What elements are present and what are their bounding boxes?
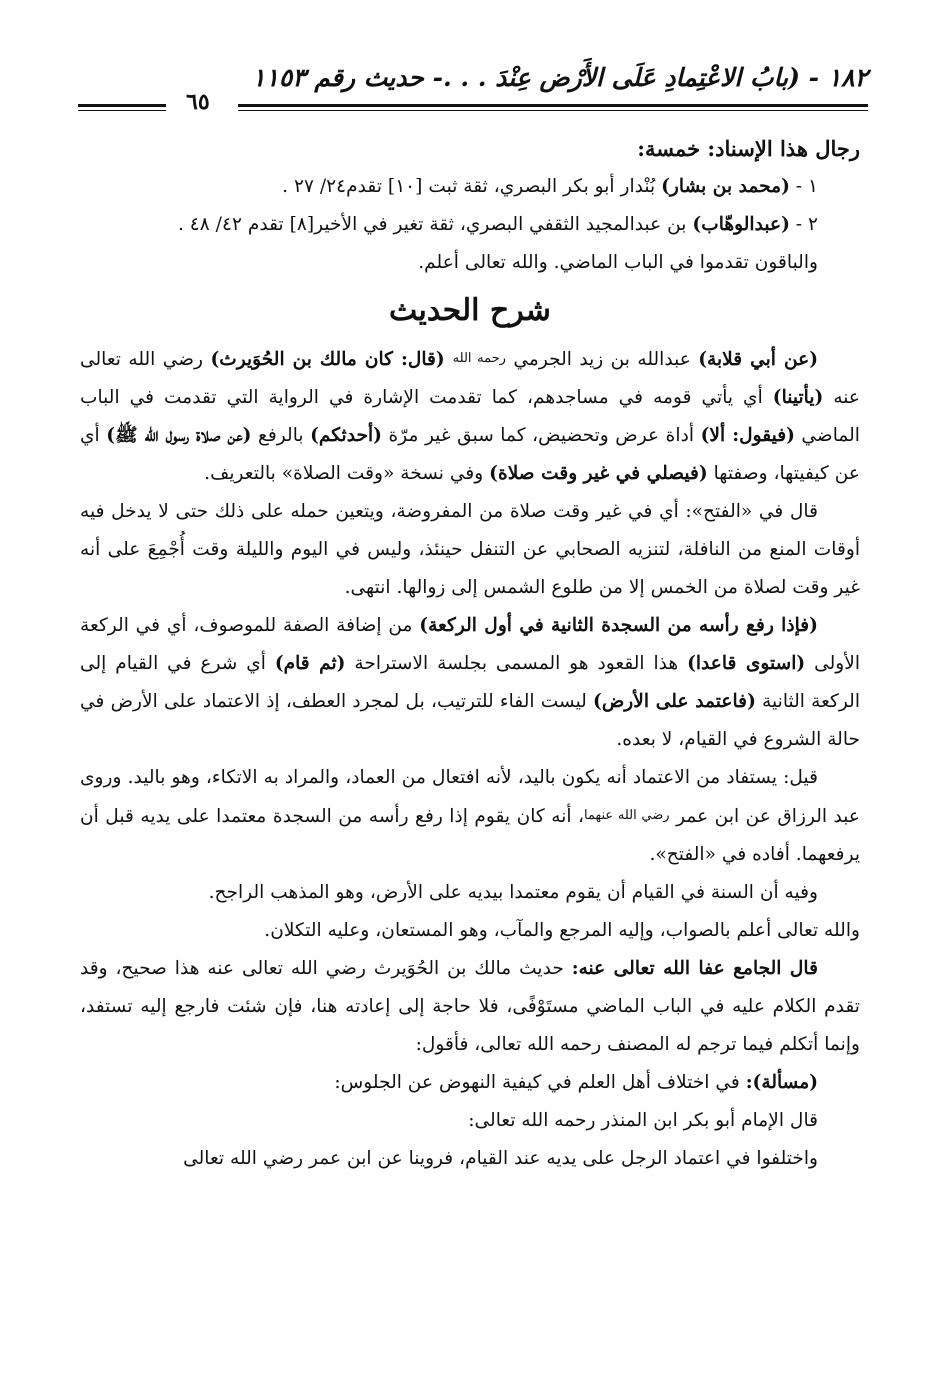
sharh-paragraph-7	[80, 1064, 860, 1102]
narrators-heading: رجال هذا الإسناد: خمسة:	[637, 136, 860, 161]
sharh-paragraph-2: قال في «الفتح»: أي في غير وقت صلاة من المفروضة، ويتعين حمله على ذلك حتى لا يدخل فيه أوقات المنع من النافلة، لتنزيه الصحابي عن التنفل حينئذ، وليس في اليوم والليلة وقت أُجْمِعَ على أنه غير وقت لصلاة من الخمس إلا من طلوع الشمس إلى زوالها. انتهى.	[80, 501, 860, 598]
quote-salat: (عن صلاة رسول الله	[137, 425, 252, 446]
honorific-mark: رحمه الله	[452, 351, 506, 366]
quote-itamada: (فاعتمد على الأرض)	[593, 691, 756, 712]
sharh-paragraph-3	[80, 607, 860, 759]
sharh-paragraph-6	[80, 950, 860, 1064]
header-rule	[238, 104, 868, 107]
quote-uhaddithukum: (أحدثكم)	[310, 425, 382, 446]
section-title: شرح الحديث	[389, 293, 551, 328]
honorific-mark: رضي الله عنهما	[584, 808, 670, 823]
sharh-paragraph-5b: والله تعالى أعلم بالصواب، وإليه المرجع والمآب، وهو المستعان، وعليه التكلان.	[264, 920, 860, 941]
narrator-2-number: ٢ -	[795, 214, 818, 235]
text: أداة عرض وتحضيض، كما سبق غير مرّة	[381, 425, 701, 446]
quote-fayaqul: (فيقول: ألا)	[700, 425, 795, 446]
narrator-2	[80, 206, 860, 244]
quote-istawa: (استوى قاعدا)	[687, 653, 806, 674]
text: هذا القعود هو المسمى بجلسة الاستراحة	[345, 653, 688, 674]
page-number: ٦٥	[186, 89, 210, 115]
text: في اختلاف أهل العلم في كيفية النهوض عن الجلوس:	[334, 1072, 746, 1093]
text: رضي الله تعالى عنه	[80, 349, 860, 408]
header-rule-thin	[238, 110, 868, 111]
text: ، أنه كان يقوم إذا رفع رأسه من السجدة معتمدا على يديه قبل أن يرفعهما. أفاده في «الفتح».	[80, 806, 860, 865]
page-body	[80, 130, 860, 1178]
narrator-2-text: بن عبدالمجيد الثقفي البصري، ثقة تغير في الأخير[٨] تقدم ٤٢/ ٤٨ .	[177, 214, 687, 235]
text: عبدالله بن زيد الجرمي	[505, 349, 699, 370]
jami-note-label: قال الجامع عفا الله تعالى عنه:	[571, 958, 818, 979]
sharh-paragraph-9: واختلفوا في اعتماد الرجل على يديه عند القيام، فروينا عن ابن عمر رضي الله تعالى	[183, 1148, 818, 1169]
text: بالرفع	[251, 425, 311, 446]
quote-abi-qilaba: (عن أبي قلابة)	[698, 349, 818, 370]
narrator-1-number: ١ -	[795, 176, 818, 197]
narrator-1-text: بُنْدار أبو بكر البصري، ثقة ثبت [١٠] تقدم٢٤/ ٢٧ .	[282, 176, 656, 197]
text: أي عن كيفيتها، وصفتها	[80, 425, 860, 484]
page-number-rule-thin	[78, 110, 166, 111]
running-header	[78, 60, 868, 122]
masala-label: (مسألة):	[745, 1072, 818, 1093]
page-number-rule	[78, 104, 166, 107]
narrator-2-name: (عبدالوهّاب)	[692, 214, 790, 235]
quote-thumma-qam: (ثم قام)	[274, 653, 346, 674]
sharh-paragraph-8: قال الإمام أبو بكر ابن المنذر رحمه الله تعالى:	[468, 1110, 818, 1131]
text: قيل: يستفاد من الاعتماد أنه يكون باليد، لأنه افتعال من العماد، والمراد به الاتكاء، وهو باليد. وروى عبد الرزاق عن ابن عمر	[80, 767, 860, 827]
text: )	[106, 425, 116, 446]
sharh-paragraph-4	[80, 759, 860, 874]
narrator-1-name: (محمد بن بشار)	[661, 176, 790, 197]
quote-rafa: (فإذا رفع رأسه من السجدة الثانية في أول الركعة)	[419, 615, 818, 636]
text: من إضافة الصفة للموصوف، أي في الركعة الأولى	[80, 615, 860, 674]
quote-malik: (قال: كان مالك بن الحُوَيرث)	[210, 349, 453, 370]
quote-yatina: (يأتينا)	[772, 387, 824, 408]
text: حديث مالك بن الحُوَيرث رضي الله تعالى عنه هذا صحيح، وقد تقدم الكلام عليه في الباب الماضي مستَوْفًى، فلا حاجة إلى إعادته هنا، فإن شئت فارجع إليه تستفد، وإنما أتكلم فيما ترجم له المصنف رحمه الله تعالى، فأقول:	[80, 958, 860, 1055]
narrators-rest: والباقون تقدموا في الباب الماضي. والله تعالى أعلم.	[418, 252, 818, 273]
text: أي يأتي قومه في مساجدهم، كما تقدمت الإشارة في الرواية التي تقدمت في الباب الماضي	[80, 387, 860, 446]
sharh-paragraph-1	[80, 340, 860, 493]
text: أي شرع في القيام إلى الركعة الثانية	[80, 653, 860, 712]
quote-fayusalli: (فيصلي في غير وقت صلاة)	[489, 463, 708, 484]
text: وفي نسخة «وقت الصلاة» بالتعريف.	[204, 463, 490, 484]
sharh-paragraph-5: وفيه أن السنة في القيام أن يقوم معتمدا بيديه على الأرض، وهو المذهب الراجح.	[208, 882, 818, 903]
honorific-mark: ﷺ	[115, 425, 138, 446]
text: ليست الفاء للترتيب، بل لمجرد العطف، إذ الاعتماد على الأرض في حالة الشروع في القيام، لا بعده.	[80, 691, 860, 750]
narrator-1	[80, 168, 860, 206]
chapter-header-title: ١٨٢ - (بابُ الاعْتِمادِ عَلَى الأَرْض عِنْدَ . . .- حديث رقم ١١٥٣	[252, 63, 868, 92]
